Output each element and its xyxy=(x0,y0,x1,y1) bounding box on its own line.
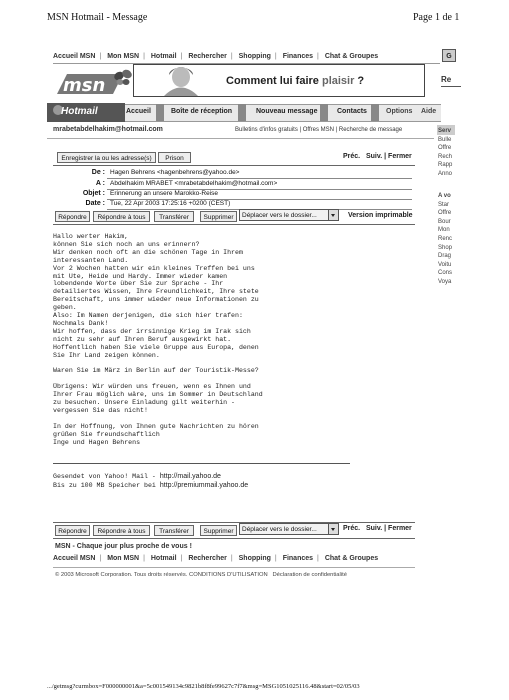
reply-button-bottom[interactable]: Répondre xyxy=(55,525,90,536)
nav-rechercher[interactable]: Rechercher xyxy=(188,53,227,60)
to-label: A : xyxy=(95,180,105,187)
prev-link-bottom[interactable]: Préc. xyxy=(343,525,361,532)
advertisement-banner[interactable] xyxy=(133,64,425,97)
footer-nav-shopping[interactable]: Shopping xyxy=(238,555,271,562)
account-email: mrabetabdelhakim@hotmail.com xyxy=(53,126,163,133)
signature-line-2: Bis zu 100 MB Speicher bei http://premiummail.yahoo.de xyxy=(53,482,249,489)
hotmail-logo[interactable]: Hotmail xyxy=(47,103,125,122)
page-number: Page 1 de 1 xyxy=(413,12,460,23)
footer-legal xyxy=(55,572,347,578)
right-column-services: Serv Bulle Offre Rech Rapp Anno xyxy=(438,128,453,177)
delete-button-bottom[interactable]: Supprimer xyxy=(200,525,237,536)
msn-footer-nav: Accueil MSN | Mon MSN | Hotmail | Rechercher | Shopping | Finances | Chat & Groupes xyxy=(53,555,379,562)
footer-nav-chat-groupes[interactable]: Chat & Groupes xyxy=(324,555,379,562)
move-folder-select-bottom[interactable]: Déplacer vers le dossier... xyxy=(239,523,339,535)
nav-chat-groupes[interactable]: Chat & Groupes xyxy=(324,53,379,60)
reply-button[interactable]: Répondre xyxy=(55,211,90,222)
forward-button-bottom[interactable]: Transférer xyxy=(154,525,194,536)
forward-button[interactable]: Transférer xyxy=(154,211,194,222)
message-nav: Préc. Suiv. | Fermer xyxy=(343,153,412,160)
footer-nav-mon-msn[interactable]: Mon MSN xyxy=(107,555,140,562)
yahoo-mail-link[interactable]: http://mail.yahoo.de xyxy=(159,473,221,480)
options-link[interactable]: Options xyxy=(386,108,413,115)
date-value: Tue, 22 Apr 2003 17:25:16 +0200 (CEST) xyxy=(110,200,231,207)
footer-nav-hotmail[interactable]: Hotmail xyxy=(150,555,177,562)
right-cut-label: Re xyxy=(441,75,452,84)
page-url: .../getmsg?curmbox=F000000001&a=5c001549134c9821b8f8fe99627c7f7&msg=MSG1051025116.48&start=02/05/03 xyxy=(47,683,360,690)
footer-nav-finances[interactable]: Finances xyxy=(282,555,314,562)
nav-hotmail[interactable]: Hotmail xyxy=(150,53,177,60)
subject-label: Objet : xyxy=(82,190,105,197)
reply-all-button-bottom[interactable]: Répondre à tous xyxy=(93,525,150,536)
msn-tagline: MSN - Chaque jour plus proche de vous ! xyxy=(55,543,192,550)
privacy-link[interactable]: Déclaration de confidentialité xyxy=(272,572,347,578)
msn-logo[interactable] xyxy=(53,66,133,98)
move-folder-select[interactable]: Déplacer vers le dossier... xyxy=(239,209,339,221)
tab-accueil[interactable]: Accueil xyxy=(126,108,151,115)
copyright: © 2003 Microsoft Corporation. Tous droits réservés. xyxy=(55,572,188,578)
next-link[interactable]: Suiv. xyxy=(365,153,383,160)
ad-text: Comment lui faire xyxy=(226,75,319,87)
ad-highlight: plaisir xyxy=(321,75,355,87)
chevron-down-icon xyxy=(328,210,338,220)
reply-all-button[interactable]: Répondre à tous xyxy=(93,211,150,222)
terms-link[interactable]: CONDITIONS D'UTILISATION xyxy=(189,572,268,578)
prison-button[interactable]: Prison xyxy=(158,152,191,163)
printable-version-link[interactable]: Version imprimable xyxy=(348,212,413,219)
nav-accueil-msn[interactable]: Accueil MSN xyxy=(53,53,96,60)
woman-photo-icon xyxy=(156,65,206,96)
account-links[interactable]: Bulletins d'infos gratuits | Offres MSN | Recherche de message xyxy=(235,127,403,133)
message-nav-bottom: Préc. Suiv. | Fermer xyxy=(343,525,412,532)
chevron-down-icon xyxy=(328,524,338,534)
close-link[interactable]: Fermer xyxy=(388,153,412,160)
subject-value: Erinnerung an unsere Marokko-Reise xyxy=(110,190,219,197)
tab-contacts[interactable]: Contacts xyxy=(337,108,367,115)
page-title: MSN Hotmail - Message xyxy=(47,12,148,23)
ad-end: ? xyxy=(354,75,365,87)
from-label: De : xyxy=(91,169,105,176)
delete-button[interactable]: Supprimer xyxy=(200,211,237,222)
signature-line-1: Gesendet von Yahoo! Mail - http://mail.yahoo.de xyxy=(53,473,221,480)
tab-new-message[interactable]: Nouveau message xyxy=(256,108,318,115)
help-link[interactable]: Aide xyxy=(421,108,437,115)
from-value[interactable]: Hagen Behrens <hagenbehrens@yahoo.de> xyxy=(110,169,240,176)
to-value[interactable]: Abdelhakim MRABET <mrabetabdelhakim@hotmail.com> xyxy=(110,180,278,187)
close-link-bottom[interactable]: Fermer xyxy=(388,525,412,532)
nav-finances[interactable]: Finances xyxy=(282,53,314,60)
nav-shopping[interactable]: Shopping xyxy=(238,53,271,60)
right-column-offers: A vo Star Offre Bour Mon Renc Shop Drag Voitu Cons Voya xyxy=(438,193,453,285)
save-addresses-button[interactable]: Enregistrer la ou les adresse(s) xyxy=(57,152,156,163)
nav-mon-msn[interactable]: Mon MSN xyxy=(107,53,140,60)
next-link-bottom[interactable]: Suiv. xyxy=(365,525,383,532)
svg-text:msn: msn xyxy=(63,75,106,96)
go-button[interactable]: G xyxy=(442,49,456,62)
date-label: Date : xyxy=(85,200,105,207)
footer-nav-rechercher[interactable]: Rechercher xyxy=(188,555,227,562)
premium-mail-link[interactable]: http://premiummail.yahoo.de xyxy=(159,482,249,489)
prev-link[interactable]: Préc. xyxy=(343,153,361,160)
footer-nav-accueil-msn[interactable]: Accueil MSN xyxy=(53,555,96,562)
msn-top-nav: Accueil MSN | Mon MSN | Hotmail | Rechercher | Shopping | Finances | Chat & Groupes xyxy=(53,53,379,60)
tab-inbox[interactable]: Boîte de réception xyxy=(171,108,233,115)
message-body: Hallo werter Hakim, können Sie sich noch an uns erinnern? Wir denken noch oft an die schönen Tage in Ihrem interessanten Land. Vor 2 Wochen hatten wir ein kleines Treffen bei uns mit Ute, Heide und Hardy. Immer wieder kamen lobendende Worte über Sie zur Sprache - Ihr detailiertes Wissen, Ihre Freundlichkeit, Ihre stete Bereitschaft, uns immer wieder neue Informationen zu geben. Also: Im Namen derjenigen, die sich hier trafen: Nochmals Dank! Wir hoffen, dass der irrsinnige Krieg im Irak sich nicht zu sehr auf Ihren Beruf ausgewirkt hat. Hoffentlich haben Sie viele Gruppe aus Europa, denen Sie Ihr Land zeigen können. Waren Sie im März in Berlin auf der Touristik-Messe? Übrigens: Wir würden uns freuen, wenn es Ihnen und Ihrer Frau möglich wäre, uns im Sommer in Deutschland zu besuchen. Unsere Einladung gilt weiterhin - vergessen Sie das nicht! In der Hoffnung, von Ihnen gute Nachrichten zu hören grüßen Sie freundschaftlich Inge und Hagen Behrens xyxy=(53,233,263,446)
